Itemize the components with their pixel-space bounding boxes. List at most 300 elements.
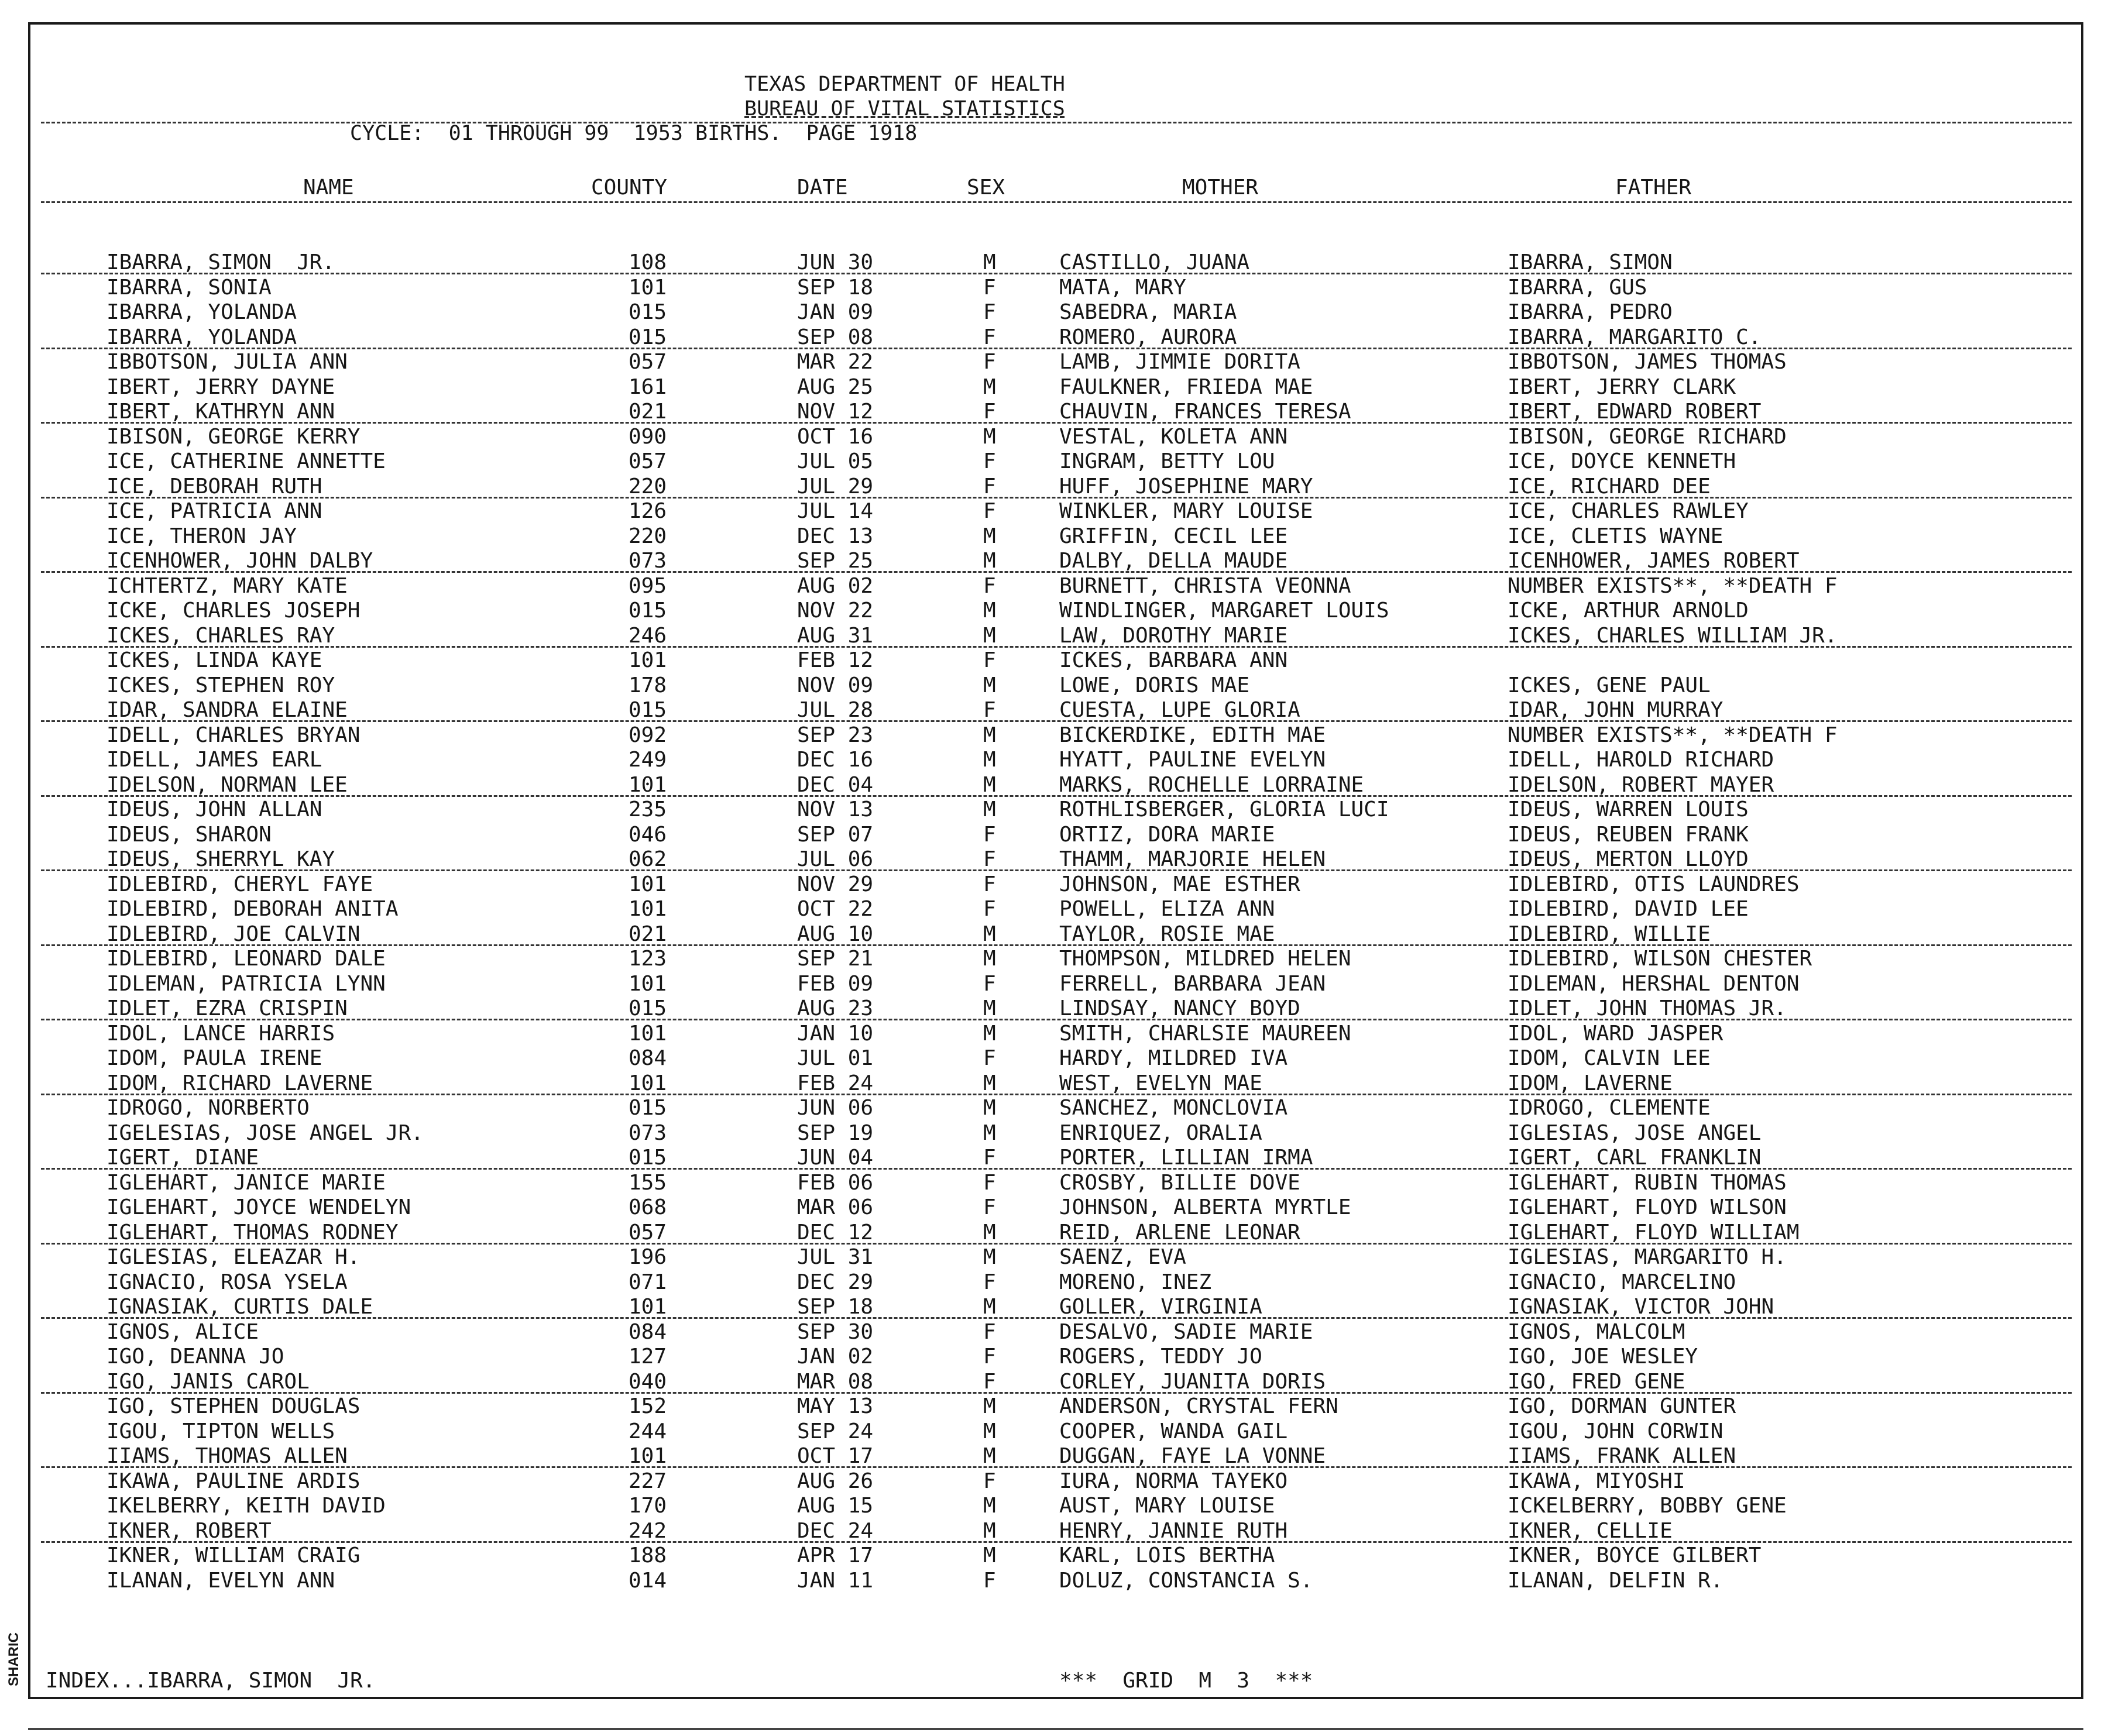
cell-mother: HARDY, MILDRED IVA bbox=[1059, 1046, 1288, 1070]
header-title: TEXAS DEPARTMENT OF HEALTH bbox=[744, 73, 1065, 96]
cell-name: IDOM, PAULA IRENE bbox=[107, 1046, 322, 1070]
table-row bbox=[0, 1221, 2107, 1245]
cell-county: 127 bbox=[629, 1345, 667, 1369]
cell-date: JUN 06 bbox=[797, 1096, 874, 1120]
cell-name: IGO, STEPHEN DOUGLAS bbox=[107, 1394, 360, 1418]
cell-father: ICE, CLETIS WAYNE bbox=[1508, 524, 1723, 548]
cell-sex: M bbox=[983, 524, 996, 548]
cell-sex: M bbox=[983, 549, 996, 573]
cell-date: AUG 23 bbox=[797, 996, 874, 1020]
cell-name: IDLEBIRD, LEONARD DALE bbox=[107, 947, 386, 971]
table-row bbox=[0, 1022, 2107, 1046]
cell-name: ICE, THERON JAY bbox=[107, 524, 297, 548]
cell-mother: ICKES, BARBARA ANN bbox=[1059, 648, 1288, 672]
table-row bbox=[0, 1195, 2107, 1220]
cell-father: IDOL, WARD JASPER bbox=[1508, 1021, 1723, 1046]
table-row bbox=[0, 972, 2107, 996]
cell-name: IDEUS, SHARON bbox=[107, 822, 272, 847]
cell-date: SEP 08 bbox=[797, 325, 874, 349]
cell-father: IDEUS, WARREN LOUIS bbox=[1508, 797, 1749, 821]
row-guide-rule bbox=[41, 1466, 2072, 1468]
cell-name: IDELSON, NORMAN LEE bbox=[107, 772, 348, 797]
cell-date: NOV 13 bbox=[797, 797, 874, 821]
cell-mother: THOMPSON, MILDRED HELEN bbox=[1059, 947, 1351, 971]
table-row bbox=[0, 1295, 2107, 1319]
cell-county: 015 bbox=[629, 1096, 667, 1120]
cell-sex: M bbox=[983, 623, 996, 648]
cell-county: 220 bbox=[629, 524, 667, 548]
cell-mother: THAMM, MARJORIE HELEN bbox=[1059, 847, 1326, 871]
cell-sex: M bbox=[983, 922, 996, 946]
cell-date: FEB 24 bbox=[797, 1071, 874, 1095]
cell-sex: M bbox=[983, 996, 996, 1020]
cell-father: IIAMS, FRANK ALLEN bbox=[1508, 1444, 1736, 1468]
cell-name: ICHTERTZ, MARY KATE bbox=[107, 573, 348, 598]
cell-name: IKAWA, PAULINE ARDIS bbox=[107, 1469, 360, 1493]
cell-county: 057 bbox=[629, 350, 667, 374]
cell-sex: F bbox=[983, 1568, 996, 1593]
cell-father: IBERT, EDWARD ROBERT bbox=[1508, 400, 1762, 424]
cell-date: MAR 08 bbox=[797, 1369, 874, 1394]
footer-grid: *** GRID M 3 *** bbox=[1059, 1669, 1313, 1693]
cell-mother: BICKERDIKE, EDITH MAE bbox=[1059, 723, 1326, 747]
cell-date: SEP 21 bbox=[797, 947, 874, 971]
cell-sex: F bbox=[983, 350, 996, 374]
cell-name: ICE, DEBORAH RUTH bbox=[107, 474, 322, 499]
side-stamp-text: SHARIC bbox=[6, 1632, 22, 1687]
cell-father: ICE, CHARLES RAWLEY bbox=[1508, 499, 1749, 523]
cell-mother: REID, ARLENE LEONAR bbox=[1059, 1220, 1300, 1245]
cell-sex: F bbox=[983, 325, 996, 349]
cell-mother: LINDSAY, NANCY BOYD bbox=[1059, 996, 1300, 1020]
cell-county: 155 bbox=[629, 1170, 667, 1195]
table-row bbox=[0, 1519, 2107, 1544]
cell-county: 123 bbox=[629, 947, 667, 971]
cell-county: 068 bbox=[629, 1195, 667, 1219]
row-guide-rule bbox=[41, 1019, 2072, 1020]
cell-father: ICE, RICHARD DEE bbox=[1508, 474, 1711, 499]
table-row bbox=[0, 698, 2107, 723]
cell-father: IKAWA, MIYOSHI bbox=[1508, 1469, 1685, 1493]
row-guide-rule bbox=[41, 869, 2072, 871]
column-header-sex: SEX bbox=[967, 176, 1005, 200]
cell-date: MAY 13 bbox=[797, 1394, 874, 1418]
cell-sex: M bbox=[983, 772, 996, 797]
row-guide-rule bbox=[41, 1094, 2072, 1095]
table-row bbox=[0, 897, 2107, 922]
cell-mother: SAENZ, EVA bbox=[1059, 1245, 1186, 1269]
cell-county: 057 bbox=[629, 449, 667, 473]
cell-mother: WINKLER, MARY LOUISE bbox=[1059, 499, 1313, 523]
cell-father: IGOU, JOHN CORWIN bbox=[1508, 1419, 1723, 1443]
cell-father: IDOM, LAVERNE bbox=[1508, 1071, 1673, 1095]
cell-name: ILANAN, EVELYN ANN bbox=[107, 1568, 335, 1593]
cell-sex: M bbox=[983, 748, 996, 772]
table-row bbox=[0, 499, 2107, 524]
cell-father: IBARRA, MARGARITO C. bbox=[1508, 325, 1762, 349]
cell-date: MAR 06 bbox=[797, 1195, 874, 1219]
cell-sex: F bbox=[983, 474, 996, 499]
cell-county: 101 bbox=[629, 1021, 667, 1046]
cell-county: 101 bbox=[629, 897, 667, 921]
cell-date: AUG 26 bbox=[797, 1469, 874, 1493]
cell-county: 178 bbox=[629, 673, 667, 697]
cell-sex: F bbox=[983, 1469, 996, 1493]
cell-mother: CHAUVIN, FRANCES TERESA bbox=[1059, 400, 1351, 424]
row-guide-rule bbox=[41, 944, 2072, 946]
cell-sex: F bbox=[983, 1046, 996, 1070]
cell-date: JAN 11 bbox=[797, 1568, 874, 1593]
cell-sex: M bbox=[983, 374, 996, 399]
cell-name: IGNACIO, ROSA YSELA bbox=[107, 1270, 348, 1294]
cell-father: IGNOS, MALCOLM bbox=[1508, 1319, 1685, 1344]
cell-county: 101 bbox=[629, 872, 667, 896]
row-guide-rule bbox=[41, 1392, 2072, 1394]
cell-name: IGO, JANIS CAROL bbox=[107, 1369, 310, 1394]
cell-date: NOV 09 bbox=[797, 673, 874, 697]
column-header-date: DATE bbox=[797, 176, 848, 200]
cell-name: IDEUS, JOHN ALLAN bbox=[107, 797, 322, 821]
cell-name: IDELL, JAMES EARL bbox=[107, 748, 322, 772]
bottom-rule bbox=[28, 1728, 2083, 1730]
cell-mother: WEST, EVELYN MAE bbox=[1059, 1071, 1262, 1095]
cell-sex: F bbox=[983, 1369, 996, 1394]
cell-name: IKNER, ROBERT bbox=[107, 1518, 272, 1543]
cell-mother: ROGERS, TEDDY JO bbox=[1059, 1345, 1262, 1369]
cell-name: IDLEBIRD, CHERYL FAYE bbox=[107, 872, 373, 896]
cell-mother: AUST, MARY LOUISE bbox=[1059, 1494, 1275, 1518]
table-row bbox=[0, 1394, 2107, 1419]
cell-sex: M bbox=[983, 1394, 996, 1418]
table-row bbox=[0, 1171, 2107, 1195]
cell-father: ICKES, GENE PAUL bbox=[1508, 673, 1711, 697]
cell-mother: HUFF, JOSEPHINE MARY bbox=[1059, 474, 1313, 499]
cell-sex: M bbox=[983, 599, 996, 623]
cell-sex: M bbox=[983, 1245, 996, 1269]
table-row bbox=[0, 1320, 2107, 1345]
cell-sex: F bbox=[983, 275, 996, 300]
header-rule bbox=[41, 122, 2072, 123]
cell-county: 092 bbox=[629, 723, 667, 747]
cell-date: SEP 07 bbox=[797, 822, 874, 847]
cell-county: 015 bbox=[629, 698, 667, 722]
cell-date: SEP 30 bbox=[797, 1319, 874, 1344]
cell-mother: POWELL, ELIZA ANN bbox=[1059, 897, 1275, 921]
cell-mother: MORENO, INEZ bbox=[1059, 1270, 1212, 1294]
cell-mother: MATA, MARY bbox=[1059, 275, 1186, 300]
table-row bbox=[0, 1419, 2107, 1444]
cell-mother: JOHNSON, MAE ESTHER bbox=[1059, 872, 1300, 896]
table-row bbox=[0, 524, 2107, 549]
cell-name: IDOL, LANCE HARRIS bbox=[107, 1021, 335, 1046]
cell-sex: M bbox=[983, 1544, 996, 1567]
cell-name: ICENHOWER, JOHN DALBY bbox=[107, 549, 373, 573]
table-row bbox=[0, 1270, 2107, 1295]
cell-mother: SMITH, CHARLSIE MAUREEN bbox=[1059, 1021, 1351, 1046]
cell-date: SEP 23 bbox=[797, 723, 874, 747]
table-row bbox=[0, 624, 2107, 648]
cell-county: 040 bbox=[629, 1369, 667, 1394]
cell-name: IGLEHART, JOYCE WENDELYN bbox=[107, 1195, 411, 1219]
cell-name: IDELL, CHARLES BRYAN bbox=[107, 723, 360, 747]
table-row bbox=[0, 250, 2107, 275]
cell-father: IGNACIO, MARCELINO bbox=[1508, 1270, 1736, 1294]
cell-father: IDEUS, MERTON LLOYD bbox=[1508, 847, 1749, 871]
column-header-county: COUNTY bbox=[591, 176, 668, 200]
table-row bbox=[0, 1345, 2107, 1369]
table-row bbox=[0, 475, 2107, 499]
column-header-rule bbox=[41, 201, 2072, 203]
cell-mother: ROTHLISBERGER, GLORIA LUCI bbox=[1059, 797, 1389, 821]
table-row bbox=[0, 723, 2107, 748]
cell-date: SEP 25 bbox=[797, 549, 874, 573]
cell-mother: IURA, NORMA TAYEKO bbox=[1059, 1469, 1288, 1493]
cell-county: 108 bbox=[629, 250, 667, 274]
cell-sex: M bbox=[983, 1071, 996, 1095]
cell-father: IDEUS, REUBEN FRANK bbox=[1508, 822, 1749, 847]
cell-father: IGO, FRED GENE bbox=[1508, 1369, 1685, 1394]
cell-father: IBARRA, GUS bbox=[1508, 275, 1647, 300]
cell-father: IDLEBIRD, OTIS LAUNDRES bbox=[1508, 872, 1800, 896]
row-guide-rule bbox=[41, 422, 2072, 424]
cell-county: 084 bbox=[629, 1319, 667, 1344]
cell-date: DEC 13 bbox=[797, 524, 874, 548]
cell-name: ICKES, STEPHEN ROY bbox=[107, 673, 335, 697]
cell-father: IDLEBIRD, WILLIE bbox=[1508, 922, 1711, 946]
cell-date: OCT 17 bbox=[797, 1444, 874, 1468]
cell-date: SEP 18 bbox=[797, 275, 874, 300]
cell-name: IBERT, JERRY DAYNE bbox=[107, 374, 335, 399]
cell-date: NOV 12 bbox=[797, 400, 874, 424]
row-guide-rule bbox=[41, 720, 2072, 722]
cell-name: IIAMS, THOMAS ALLEN bbox=[107, 1444, 348, 1468]
cell-name: IBERT, KATHRYN ANN bbox=[107, 400, 335, 424]
cell-mother: COOPER, WANDA GAIL bbox=[1059, 1419, 1288, 1443]
cell-date: DEC 16 bbox=[797, 748, 874, 772]
table-row bbox=[0, 797, 2107, 822]
cell-county: 015 bbox=[629, 599, 667, 623]
table-row bbox=[0, 449, 2107, 474]
cell-mother: MARKS, ROCHELLE LORRAINE bbox=[1059, 772, 1364, 797]
table-row bbox=[0, 1544, 2107, 1568]
cell-mother: KARL, LOIS BERTHA bbox=[1059, 1544, 1275, 1567]
cell-name: IGERT, DIANE bbox=[107, 1146, 259, 1170]
cell-name: IGELESIAS, JOSE ANGEL JR. bbox=[107, 1120, 424, 1145]
cell-sex: F bbox=[983, 1270, 996, 1294]
cell-county: 101 bbox=[629, 1295, 667, 1319]
cell-county: 015 bbox=[629, 325, 667, 349]
cell-mother: FAULKNER, FRIEDA MAE bbox=[1059, 374, 1313, 399]
cell-date: JUL 29 bbox=[797, 474, 874, 499]
cell-county: 101 bbox=[629, 1071, 667, 1095]
cell-mother: SANCHEZ, MONCLOVIA bbox=[1059, 1096, 1288, 1120]
cell-sex: F bbox=[983, 897, 996, 921]
cell-father: IGLESIAS, MARGARITO H. bbox=[1508, 1245, 1787, 1269]
cell-county: 046 bbox=[629, 822, 667, 847]
cell-name: IKNER, WILLIAM CRAIG bbox=[107, 1544, 360, 1567]
table-row bbox=[0, 823, 2107, 847]
table-row bbox=[0, 773, 2107, 797]
cell-father: IDAR, JOHN MURRAY bbox=[1508, 698, 1723, 722]
table-row bbox=[0, 425, 2107, 449]
cell-date: FEB 06 bbox=[797, 1170, 874, 1195]
cell-sex: F bbox=[983, 1170, 996, 1195]
cell-sex: M bbox=[983, 1444, 996, 1468]
cell-father: IKNER, BOYCE GILBERT bbox=[1508, 1544, 1762, 1567]
table-row bbox=[0, 947, 2107, 971]
cell-county: 126 bbox=[629, 499, 667, 523]
cell-father: ICKELBERRY, BOBBY GENE bbox=[1508, 1494, 1787, 1518]
cell-name: IDLET, EZRA CRISPIN bbox=[107, 996, 348, 1020]
cell-father: NUMBER EXISTS**, **DEATH F bbox=[1508, 723, 1838, 747]
cell-father: ICKES, CHARLES WILLIAM JR. bbox=[1508, 623, 1838, 648]
cell-father: IGLESIAS, JOSE ANGEL bbox=[1508, 1120, 1762, 1145]
cell-county: 235 bbox=[629, 797, 667, 821]
cell-date: JUL 05 bbox=[797, 449, 874, 473]
cell-county: 021 bbox=[629, 400, 667, 424]
table-row bbox=[0, 549, 2107, 573]
cell-mother: TAYLOR, ROSIE MAE bbox=[1059, 922, 1275, 946]
cell-father: IDELSON, ROBERT MAYER bbox=[1508, 772, 1774, 797]
cell-father: ICENHOWER, JAMES ROBERT bbox=[1508, 549, 1800, 573]
cell-date: FEB 12 bbox=[797, 648, 874, 672]
cell-father: NUMBER EXISTS**, **DEATH F bbox=[1508, 573, 1838, 598]
cell-date: AUG 31 bbox=[797, 623, 874, 648]
cell-name: IGO, DEANNA JO bbox=[107, 1345, 284, 1369]
table-row bbox=[0, 922, 2107, 947]
table-row bbox=[0, 325, 2107, 350]
cell-sex: M bbox=[983, 1220, 996, 1245]
cell-name: IBISON, GEORGE KERRY bbox=[107, 424, 360, 449]
cell-name: IDROGO, NORBERTO bbox=[107, 1096, 310, 1120]
cell-father: IGLEHART, FLOYD WILLIAM bbox=[1508, 1220, 1800, 1245]
cell-mother: FERRELL, BARBARA JEAN bbox=[1059, 971, 1326, 996]
table-row bbox=[0, 1096, 2107, 1120]
column-header-father: FATHER bbox=[1615, 176, 1692, 200]
cell-sex: F bbox=[983, 449, 996, 473]
table-row bbox=[0, 748, 2107, 772]
cell-name: ICE, PATRICIA ANN bbox=[107, 499, 322, 523]
cell-mother: ORTIZ, DORA MARIE bbox=[1059, 822, 1275, 847]
cell-date: JAN 09 bbox=[797, 300, 874, 324]
cell-sex: M bbox=[983, 250, 996, 274]
cell-sex: F bbox=[983, 648, 996, 672]
table-row bbox=[0, 872, 2107, 897]
cell-mother: INGRAM, BETTY LOU bbox=[1059, 449, 1275, 473]
cell-name: IGOU, TIPTON WELLS bbox=[107, 1419, 335, 1443]
footer-index: INDEX...IBARRA, SIMON JR. bbox=[46, 1669, 376, 1693]
cell-mother: CORLEY, JUANITA DORIS bbox=[1059, 1369, 1326, 1394]
cycle-line: CYCLE: 01 THROUGH 99 1953 BIRTHS. PAGE 1918 bbox=[350, 122, 918, 145]
cell-date: MAR 22 bbox=[797, 350, 874, 374]
cell-date: DEC 29 bbox=[797, 1270, 874, 1294]
cell-date: OCT 16 bbox=[797, 424, 874, 449]
cell-date: SEP 24 bbox=[797, 1419, 874, 1443]
cell-county: 101 bbox=[629, 275, 667, 300]
cell-county: 015 bbox=[629, 996, 667, 1020]
row-guide-rule bbox=[41, 571, 2072, 573]
table-row bbox=[0, 1245, 2107, 1270]
cell-date: JAN 10 bbox=[797, 1021, 874, 1046]
cell-father: IDLEMAN, HERSHAL DENTON bbox=[1508, 971, 1800, 996]
row-guide-rule bbox=[41, 348, 2072, 349]
cell-county: 015 bbox=[629, 300, 667, 324]
cell-name: IGNOS, ALICE bbox=[107, 1319, 259, 1344]
table-row bbox=[0, 1469, 2107, 1494]
cell-date: SEP 19 bbox=[797, 1120, 874, 1145]
side-stamp bbox=[2, 1627, 26, 1697]
cell-father: IGLEHART, RUBIN THOMAS bbox=[1508, 1170, 1787, 1195]
cell-county: 101 bbox=[629, 1444, 667, 1468]
cell-sex: F bbox=[983, 822, 996, 847]
cell-name: IDAR, SANDRA ELAINE bbox=[107, 698, 348, 722]
cell-father: IDLEBIRD, DAVID LEE bbox=[1508, 897, 1749, 921]
cell-sex: F bbox=[983, 1195, 996, 1219]
cell-name: IBARRA, SIMON JR. bbox=[107, 250, 335, 274]
cell-date: JAN 02 bbox=[797, 1345, 874, 1369]
cell-sex: M bbox=[983, 723, 996, 747]
cell-mother: DOLUZ, CONSTANCIA S. bbox=[1059, 1568, 1313, 1593]
cell-father: IBARRA, PEDRO bbox=[1508, 300, 1673, 324]
cell-sex: M bbox=[983, 1096, 996, 1120]
cell-father: IBERT, JERRY CLARK bbox=[1508, 374, 1736, 399]
cell-mother: VESTAL, KOLETA ANN bbox=[1059, 424, 1288, 449]
cell-name: IGLEHART, THOMAS RODNEY bbox=[107, 1220, 399, 1245]
cell-mother: GRIFFIN, CECIL LEE bbox=[1059, 524, 1288, 548]
cell-sex: M bbox=[983, 1419, 996, 1443]
cell-date: DEC 12 bbox=[797, 1220, 874, 1245]
cell-sex: F bbox=[983, 971, 996, 996]
cell-mother: ANDERSON, CRYSTAL FERN bbox=[1059, 1394, 1338, 1418]
table-row bbox=[0, 1046, 2107, 1071]
cell-county: 084 bbox=[629, 1046, 667, 1070]
cell-county: 095 bbox=[629, 573, 667, 598]
cell-county: 090 bbox=[629, 424, 667, 449]
cell-name: ICKES, LINDA KAYE bbox=[107, 648, 322, 672]
cell-mother: CASTILLO, JUANA bbox=[1059, 250, 1250, 274]
cell-sex: F bbox=[983, 872, 996, 896]
cell-name: IBARRA, SONIA bbox=[107, 275, 272, 300]
cell-father: IKNER, CELLIE bbox=[1508, 1518, 1673, 1543]
cell-county: 152 bbox=[629, 1394, 667, 1418]
table-row bbox=[0, 1444, 2107, 1469]
cell-father: IGO, DORMAN GUNTER bbox=[1508, 1394, 1736, 1418]
row-guide-rule bbox=[41, 497, 2072, 499]
cell-sex: M bbox=[983, 947, 996, 971]
cell-sex: M bbox=[983, 1518, 996, 1543]
cell-sex: F bbox=[983, 300, 996, 324]
cell-sex: M bbox=[983, 1295, 996, 1319]
cell-sex: M bbox=[983, 797, 996, 821]
table-row bbox=[0, 400, 2107, 424]
row-guide-rule bbox=[41, 273, 2072, 274]
cell-mother: LAMB, JIMMIE DORITA bbox=[1059, 350, 1300, 374]
cell-county: 196 bbox=[629, 1245, 667, 1269]
table-row bbox=[0, 276, 2107, 300]
cell-county: 071 bbox=[629, 1270, 667, 1294]
cell-father: IBARRA, SIMON bbox=[1508, 250, 1673, 274]
cell-sex: F bbox=[983, 1345, 996, 1369]
cell-father: IGNASIAK, VICTOR JOHN bbox=[1508, 1295, 1774, 1319]
table-row bbox=[0, 375, 2107, 400]
cell-date: JUL 01 bbox=[797, 1046, 874, 1070]
cell-mother: DESALVO, SADIE MARIE bbox=[1059, 1319, 1313, 1344]
cell-mother: LOWE, DORIS MAE bbox=[1059, 673, 1250, 697]
cell-date: NOV 29 bbox=[797, 872, 874, 896]
table-row bbox=[0, 847, 2107, 872]
column-header-mother: MOTHER bbox=[1182, 176, 1259, 200]
cell-mother: HENRY, JANNIE RUTH bbox=[1059, 1518, 1288, 1543]
